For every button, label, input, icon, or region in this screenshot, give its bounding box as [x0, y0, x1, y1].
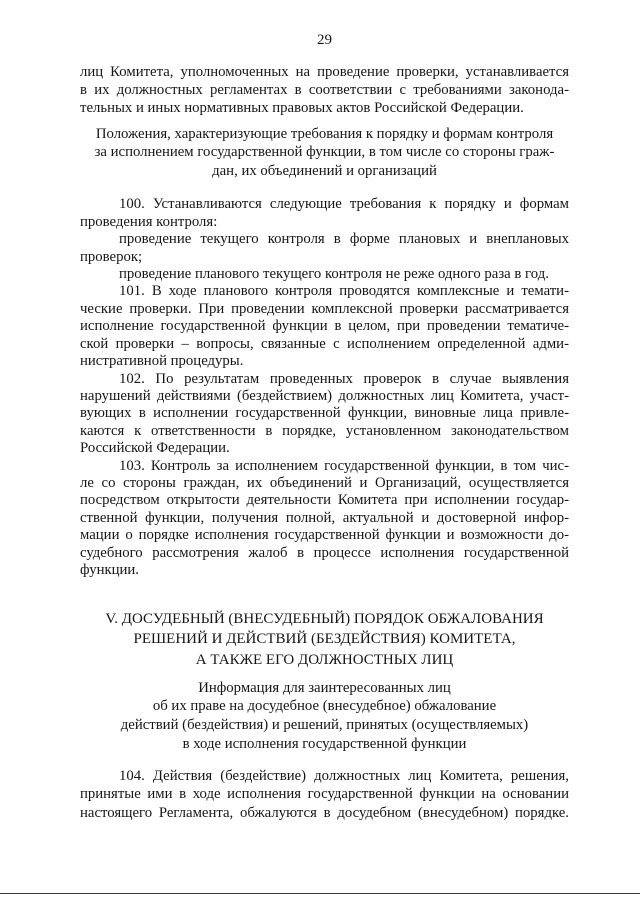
- paragraph-102-line-1: 102. По результатам проведенных проверок в случае выявления: [119, 370, 569, 387]
- continuation-paragraph: [80, 63, 569, 117]
- body-text: [80, 196, 569, 579]
- page-number: 29: [317, 32, 332, 48]
- paragraph-103-line-1: 103. Контроль за исполнением государственной функции, в том чис-: [119, 457, 569, 474]
- info-heading-line-1: Информация для заинтересованных лиц: [198, 679, 451, 696]
- paragraph-102-line-4: каются к ответственности в порядке, установленном законодательством: [80, 422, 569, 439]
- paragraph-100-line-5: проведение планового текущего контроля не реже одного раза в год.: [119, 265, 549, 282]
- control-heading-line-1: Положения, характеризующие требования к порядку и формам контроля: [95, 125, 554, 142]
- information-subheading: [80, 679, 569, 754]
- paragraph-102-line-2: нарушений действиями (бездействием) должностных лиц Комитета, участ-: [80, 387, 569, 404]
- paragraph-103-line-3: посредством открытости деятельности Комитета при исполнении государ-: [80, 492, 569, 509]
- info-heading-line-4: в ходе исполнения государственной функции: [182, 735, 467, 752]
- paragraph-101: [80, 283, 569, 370]
- paragraph-104: [80, 767, 569, 823]
- scan-edge-line: [0, 893, 640, 894]
- continuation-line-1: лиц Комитета, уполномоченных на проведение проверки, устанавливается: [80, 64, 569, 80]
- chapter-heading-line-1: V. ДОСУДЕБНЫЙ (ВНЕСУДЕБНЫЙ) ПОРЯДОК ОБЖАЛОВАНИЯ: [105, 610, 544, 627]
- control-requirements-heading: [80, 125, 569, 181]
- paragraph-100-line-1: 100. Устанавливаются следующие требования к порядку и формам: [119, 196, 569, 213]
- chapter-heading-line-2: РЕШЕНИЙ И ДЕЙСТВИЙ (БЕЗДЕЙСТВИЯ) КОМИТЕТА,: [133, 631, 516, 648]
- paragraph-102: [80, 371, 569, 458]
- paragraph-101-line-1: 101. В ходе планового контроля проводятся комплексные и темати-: [119, 283, 569, 300]
- chapter-v-heading: [80, 609, 569, 671]
- paragraph-102-line-3: вующих в исполнении государственной функции, виновные лица привле-: [80, 405, 569, 422]
- continuation-line-3: тельных и иных нормативных правовых актов Российской Федерации.: [80, 100, 524, 116]
- control-heading-line-3: дан, их объединений и организаций: [212, 162, 437, 179]
- paragraph-103: [80, 458, 569, 580]
- paragraph-104-line-2: принятые ими в ходе исполнения государственной функции на основании: [80, 786, 569, 803]
- control-heading-line-2: за исполнением государственной функции, в том числе со стороны граж-: [94, 144, 555, 161]
- paragraph-100-line-3: проведение текущего контроля в форме плановых и внеплановых: [119, 231, 569, 248]
- paragraph-103-line-5: мации о порядке исполнения государственной функции и возможности до-: [80, 527, 569, 544]
- paragraph-103-line-7: функции.: [80, 562, 139, 579]
- paragraph-101-line-4: ской проверки – вопросы, связанные с исполнением определенной адми-: [80, 335, 569, 352]
- continuation-line-2: в их должностных регламентах в соответствии с требованиями законода-: [80, 82, 569, 98]
- paragraph-101-line-5: нистративной процедуры.: [80, 353, 244, 370]
- paragraph-103-line-2: ле со стороны граждан, их объединений и Организаций, осуществляется: [80, 475, 569, 492]
- paragraph-101-line-2: ческие проверки. При проведении комплексной проверки рассматривается: [80, 300, 569, 317]
- paragraph-104-line-3: настоящего Регламента, обжалуются в досудебном (внесудебном) порядке.: [80, 804, 569, 821]
- paragraph-103-line-4: ственной функции, получения полной, актуальной и достоверной инфор-: [80, 509, 569, 526]
- info-heading-line-2: об их праве на досудебное (внесудебное) обжалование: [152, 698, 497, 715]
- paragraph-104-line-1: 104. Действия (бездействие) должностных лиц Комитета, решения,: [119, 767, 569, 784]
- paragraph-100-line-4: проверок;: [80, 248, 143, 265]
- info-heading-line-3: действий (бездействия) и решений, принятых (осуществляемых): [120, 717, 529, 734]
- paragraph-102-line-5: Российской Федерации.: [80, 440, 230, 457]
- paragraph-100: [80, 196, 569, 283]
- paragraph-103-line-6: судебного рассмотрения жалоб в процессе исполнения государственной: [80, 544, 569, 561]
- paragraph-101-line-3: исполнение государственной функции в целом, при проведении тематиче-: [80, 318, 569, 335]
- paragraph-100-line-2: проведения контроля:: [80, 213, 218, 230]
- chapter-heading-line-3: А ТАКЖЕ ЕГО ДОЛЖНОСТНЫХ ЛИЦ: [195, 651, 454, 668]
